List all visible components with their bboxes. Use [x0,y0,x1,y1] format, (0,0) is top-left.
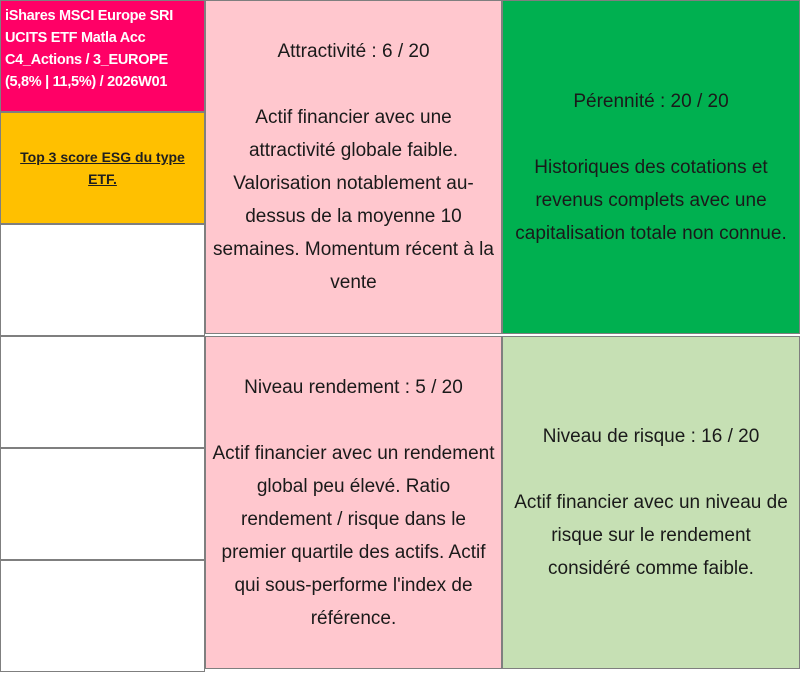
rendement-description: Actif financier avec un rendement global peu élevé. Ratio rendement / risque dans le premier quartile des actifs. Actif qui sous-performe l'index de référence. [212,442,495,629]
risque-cell[interactable] [502,336,800,669]
perennite-cell[interactable] [502,0,800,334]
rendement-title: Niveau rendement : 5 / 20 [244,376,463,398]
asset-title-line-4: (5,8% | 11,5%) / 2026W01 [5,74,168,90]
esg-rank-cell[interactable] [0,112,205,224]
empty-cell-4[interactable] [0,560,205,672]
attractivite-title: Attractivité : 6 / 20 [277,41,430,62]
risque-title: Niveau de risque : 16 / 20 [542,426,760,447]
rendement-cell[interactable] [205,336,502,669]
asset-title-line-1: iShares MSCI Europe SRI [5,8,173,24]
perennite-title: Pérennité : 20 / 20 [573,90,729,112]
empty-cell-1[interactable] [0,224,205,336]
asset-title-line-3: C4_Actions / 3_EUROPE [5,52,168,68]
empty-cell-2[interactable] [0,336,205,448]
risque-description: Actif financier avec un niveau de risque sur le rendement considéré comme faible. [514,492,788,579]
asset-title-line-2: UCITS ETF Matla Acc [5,30,146,46]
perennite-description: Historiques des cotations et revenus complets avec une capitalisation totale non connue. [515,156,787,244]
esg-rank-label: Top 3 score ESG du type ETF. [20,149,185,187]
empty-cell-3[interactable] [0,448,205,560]
attractivite-cell[interactable] [205,0,502,334]
asset-title-cell[interactable] [0,0,205,112]
attractivite-description: Actif financier avec une attractivité globale faible. Valorisation notablement au-dessus de la moyenne 10 semaines. Momentum récent à la vente [213,107,494,293]
